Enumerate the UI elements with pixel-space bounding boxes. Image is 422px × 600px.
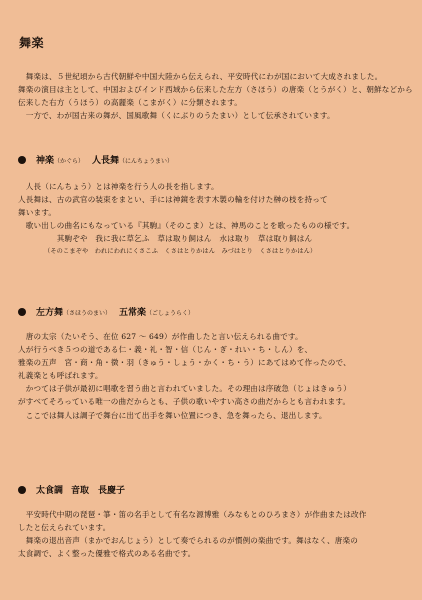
body-line: 人長舞は、古の武官の装束をまとい、手には神鏡を表す木製の輪を付けた榊の枝を持って bbox=[18, 195, 328, 205]
body-line: 唐の太宗（たいそう、在位 627 〜 649）が作曲したと言い伝えられる曲です。 bbox=[18, 332, 303, 341]
intro-line: 伝来した右方（うほう）の高麗楽（こまがく）に分類されます。 bbox=[18, 98, 242, 108]
body-line: 舞います。 bbox=[18, 208, 57, 218]
section-subtitle: 五常楽 bbox=[119, 308, 147, 318]
intro-line: 舞楽は、５世紀頃から古代朝鮮や中国大陸から伝えられ、平安時代にわが国において大成されました。 bbox=[18, 72, 383, 81]
section-subtitle-reading: （ごしょうらく） bbox=[146, 310, 195, 317]
section-body-kagura bbox=[18, 180, 410, 259]
poem-line: 其駒ぞや 我に我に草乞ふ 草は取り飼はん 水は取り 草は取り飼はん bbox=[18, 234, 313, 244]
body-line: 人が行うべき５つの道である仁・義・礼・智・信（じん・ぎ・れい・ち・しん）を、 bbox=[18, 345, 313, 355]
section-subtitle: 人長舞 bbox=[92, 156, 120, 166]
section-heading-sahou bbox=[18, 305, 410, 318]
section-heading-taishiki bbox=[18, 483, 410, 496]
section-subtitle: 音取 長慶子 bbox=[71, 486, 126, 496]
page-title: 舞楽 bbox=[19, 36, 45, 50]
section-heading-kagura bbox=[18, 153, 410, 166]
bullet-icon bbox=[18, 308, 26, 316]
section-heading-reading: （かぐら） bbox=[54, 158, 85, 165]
body-line: したと伝えられています。 bbox=[18, 523, 111, 533]
body-line: 舞楽の退出音声（まかでおんじょう）として奏でられるのが慣例の楽曲です。舞はなく、唐楽の bbox=[18, 536, 358, 546]
body-line: 太食調で、よく整った優雅で格式のある名曲です。 bbox=[18, 549, 196, 559]
bullet-icon bbox=[18, 156, 26, 164]
intro-paragraph bbox=[18, 70, 413, 122]
intro-line: 舞楽の演目は主として、中国およびインド西域から伝来した左方（さほう）の唐楽（とうがく）と、朝鮮などから bbox=[18, 85, 413, 95]
section-body-sahou bbox=[18, 330, 410, 422]
body-line: かつては子供が最初に唱歌を習う曲と言われていました。その理由は序破急（じょはきゅう） bbox=[18, 384, 351, 394]
bullet-icon bbox=[18, 486, 26, 494]
section-subtitle-reading: （にんちょうまい） bbox=[119, 158, 174, 165]
section-heading-label: 神楽 bbox=[36, 156, 55, 166]
intro-line: 一方で、わが国古来の舞が、国風歌舞（くにぶりのうたまい）として伝承されています。 bbox=[18, 111, 335, 121]
poem-reading-line: （そのこまぞや われにわれにくさこふ くさはとりかはん みづはとり くさはとりかはん） bbox=[44, 248, 317, 256]
section-heading-reading: （さほうのまい） bbox=[63, 310, 112, 317]
section-body-taishiki bbox=[18, 508, 410, 560]
body-line: 雅楽の五声 宮・商・角・徴・羽（きゅう・しょう・かく・ち・う）にあてはめて作ったので、 bbox=[18, 358, 351, 368]
section-heading-label: 左方舞 bbox=[36, 308, 64, 318]
body-line: 平安時代中期の琵琶・箏・笛の名手として有名な源博雅（みなもとのひろまさ）が作曲または改作 bbox=[18, 510, 367, 519]
body-line: がすべてそろっている唯一の曲だからとも、子供の歌いやすい高さの曲だからとも言われます。 bbox=[18, 397, 351, 407]
body-line: 礼義楽とも呼ばれます。 bbox=[18, 371, 103, 381]
section-heading-label: 太食調 bbox=[36, 486, 64, 496]
body-line: 歌い出しの曲名にもなっている『其駒』（そのこま）とは、神馬のことを歌ったものの様です。 bbox=[18, 221, 355, 231]
body-line: 人長（にんちょう）とは神楽を行う人の長を指します。 bbox=[18, 182, 219, 191]
body-line: ここでは舞人は調子で舞台に出て出手を舞い位置につき、急を舞ったら、退出します。 bbox=[18, 410, 327, 420]
